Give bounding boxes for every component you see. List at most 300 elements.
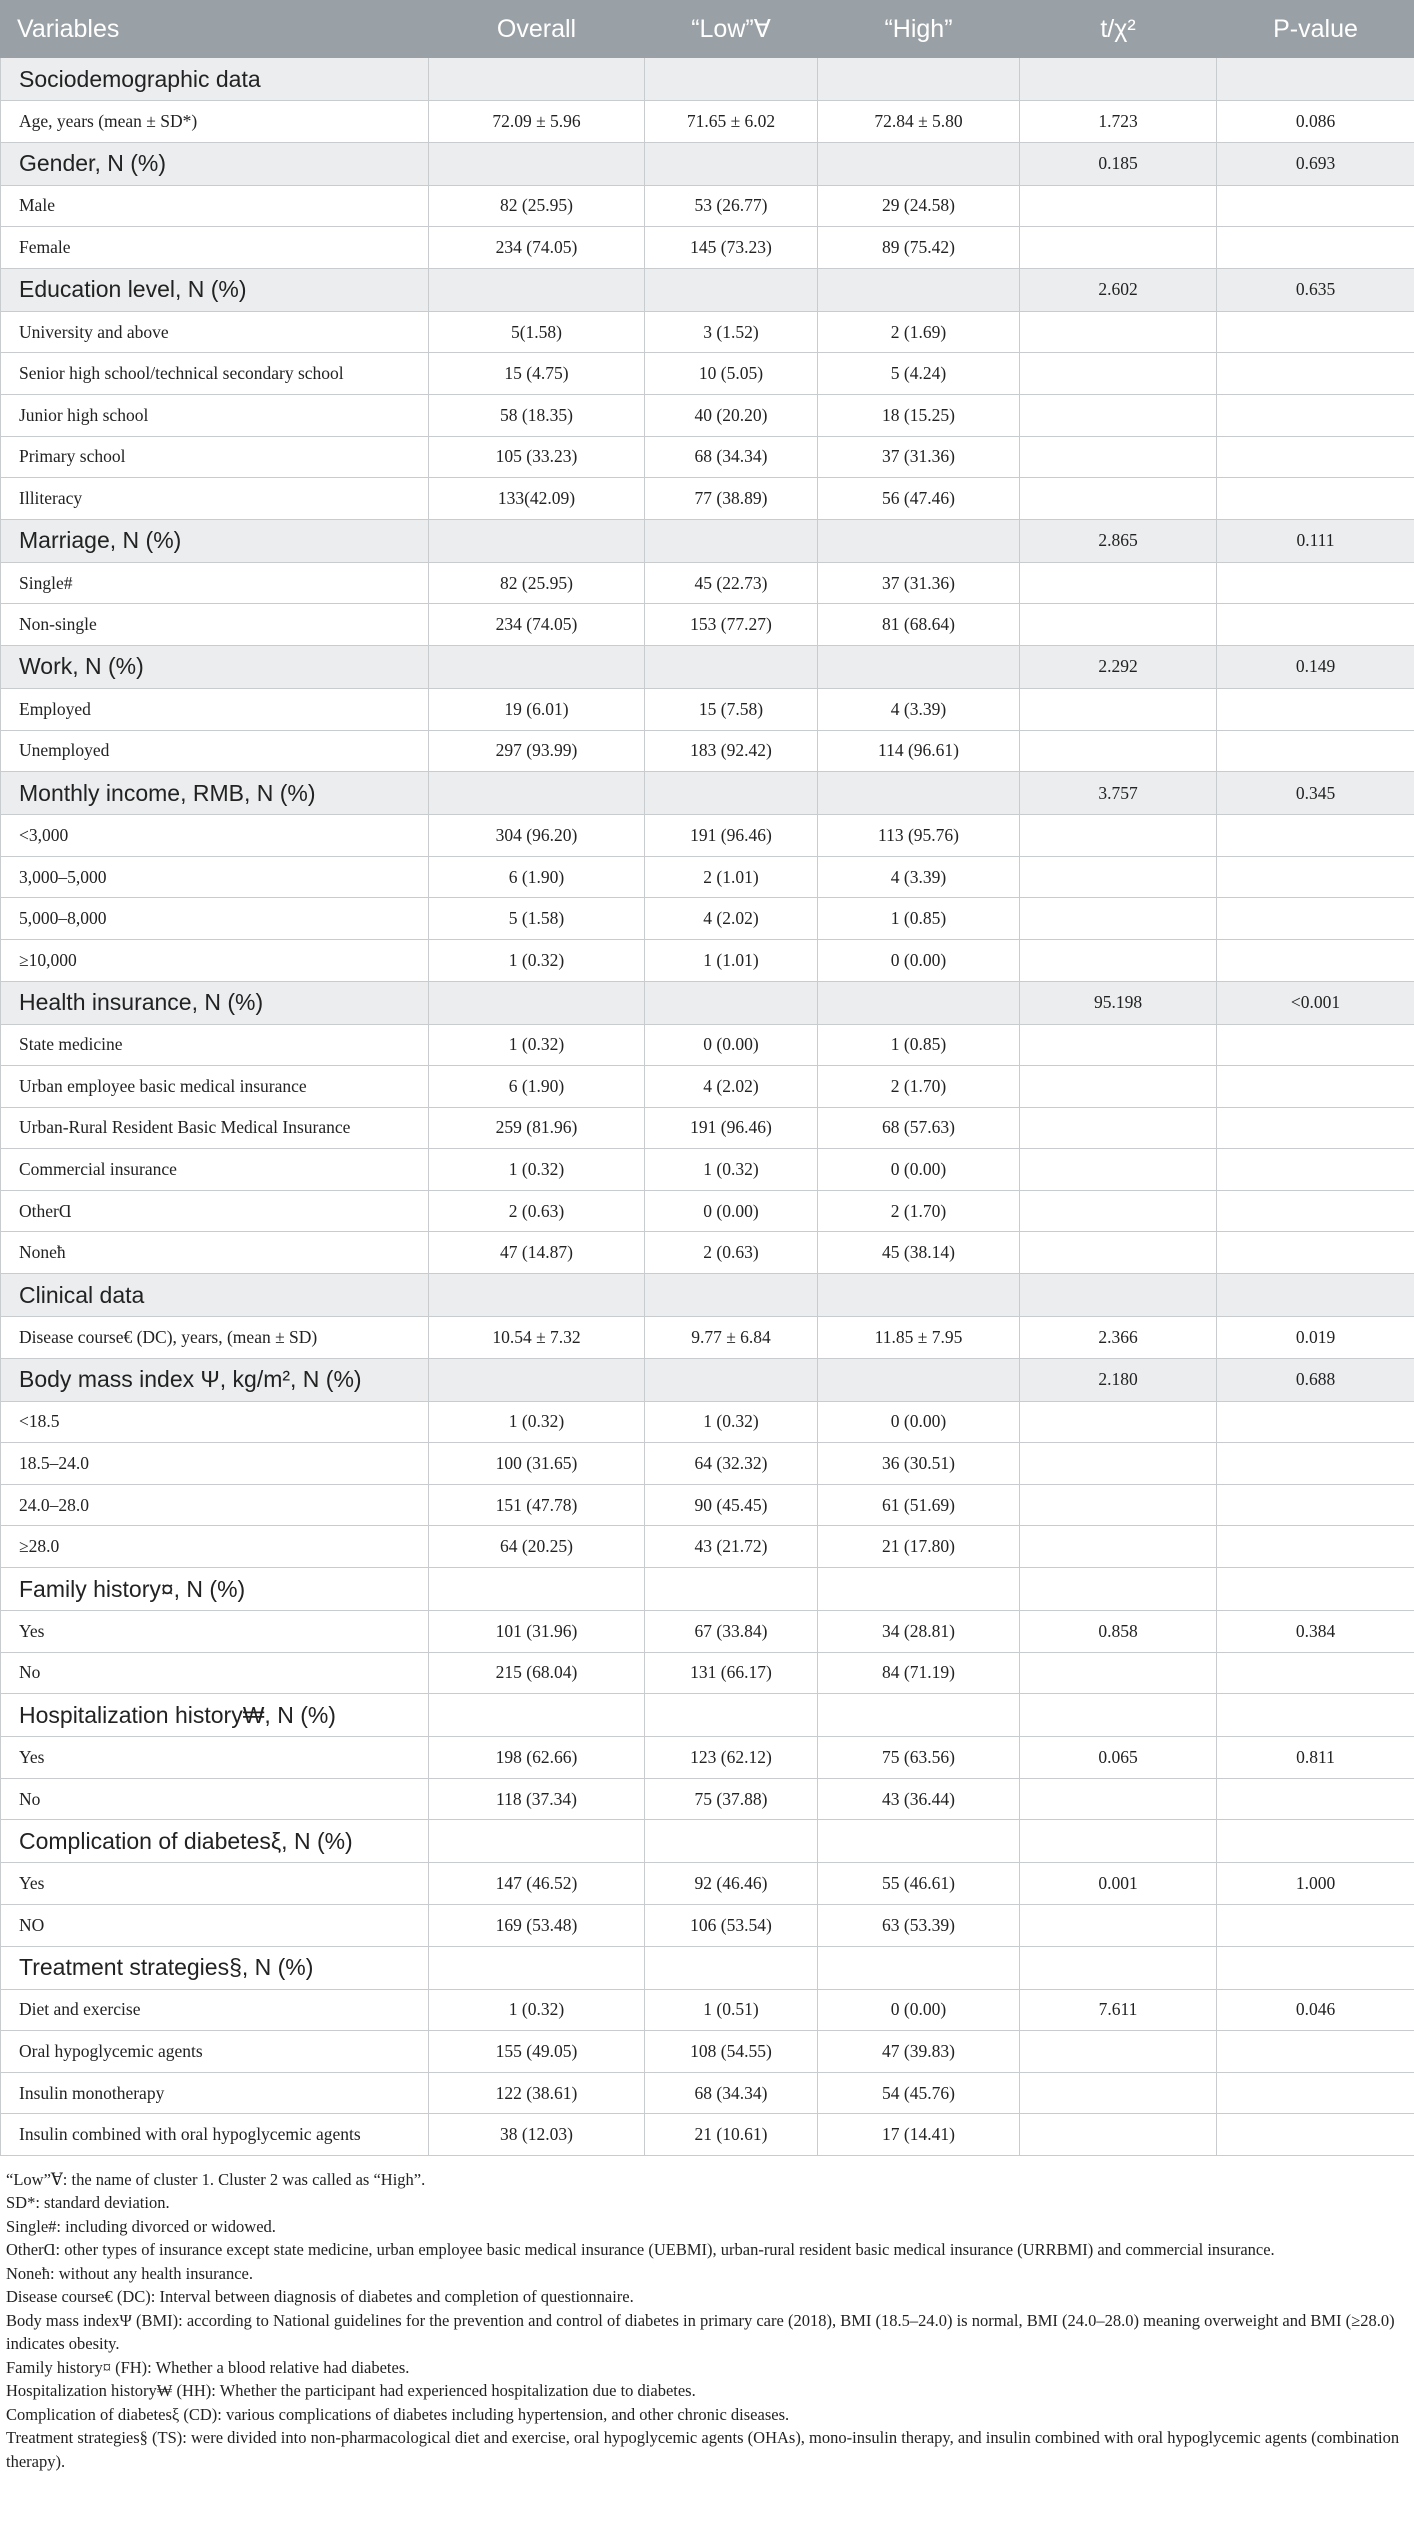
- table-cell: 15 (7.58): [645, 688, 818, 730]
- table-cell: [1020, 1190, 1217, 1232]
- table-cell: 64 (20.25): [429, 1526, 645, 1568]
- row-label: <18.5: [1, 1401, 429, 1443]
- table-cell: 0.384: [1217, 1611, 1414, 1653]
- table-cell: [1217, 1401, 1414, 1443]
- row-label: Junior high school: [1, 394, 429, 436]
- table-row: [1, 604, 1414, 646]
- table-cell: 2.602: [1020, 268, 1217, 311]
- table-cell: [1217, 58, 1414, 101]
- table-cell: [1020, 1443, 1217, 1485]
- row-label: Work, N (%): [1, 645, 429, 688]
- section-row: [1, 1820, 1414, 1863]
- table-cell: 118 (37.34): [429, 1778, 645, 1820]
- table-cell: 5 (1.58): [429, 898, 645, 940]
- table-cell: 0.001: [1020, 1863, 1217, 1905]
- row-label: Family history¤, N (%): [1, 1568, 429, 1611]
- table-cell: [645, 645, 818, 688]
- table-body: [1, 58, 1414, 2156]
- table-cell: 1 (0.85): [818, 1024, 1020, 1066]
- table-row: [1, 1863, 1414, 1905]
- table-cell: 169 (53.48): [429, 1905, 645, 1947]
- table-cell: [1020, 1401, 1217, 1443]
- table-cell: [1217, 562, 1414, 604]
- table-cell: [645, 268, 818, 311]
- section-row: [1, 58, 1414, 101]
- table-cell: 123 (62.12): [645, 1737, 818, 1779]
- row-label: No: [1, 1652, 429, 1694]
- row-label: Illiteracy: [1, 478, 429, 520]
- row-label: Commercial insurance: [1, 1149, 429, 1191]
- table-cell: 0.185: [1020, 142, 1217, 185]
- table-cell: 55 (46.61): [818, 1863, 1020, 1905]
- table-cell: 63 (53.39): [818, 1905, 1020, 1947]
- table-cell: 45 (38.14): [818, 1232, 1020, 1274]
- table-row: [1, 311, 1414, 353]
- table-row: [1, 185, 1414, 227]
- table-cell: 297 (93.99): [429, 730, 645, 772]
- table-cell: [1020, 562, 1217, 604]
- table-cell: 68 (34.34): [645, 436, 818, 478]
- table-cell: [1217, 1149, 1414, 1191]
- table-cell: [1020, 2031, 1217, 2073]
- table-cell: 133(42.09): [429, 478, 645, 520]
- table-row: [1, 856, 1414, 898]
- table-cell: 0.149: [1217, 645, 1414, 688]
- table-cell: [1020, 1484, 1217, 1526]
- table-cell: 77 (38.89): [645, 478, 818, 520]
- table-cell: [429, 58, 645, 101]
- table-cell: 4 (2.02): [645, 898, 818, 940]
- table-cell: [818, 645, 1020, 688]
- table-cell: 5 (4.24): [818, 353, 1020, 395]
- table-cell: 0.693: [1217, 142, 1414, 185]
- table-cell: [818, 58, 1020, 101]
- row-label: Education level, N (%): [1, 268, 429, 311]
- row-label: ≥28.0: [1, 1526, 429, 1568]
- table-cell: 21 (17.80): [818, 1526, 1020, 1568]
- table-cell: [1217, 815, 1414, 857]
- table-cell: [1020, 898, 1217, 940]
- table-cell: [1217, 1905, 1414, 1947]
- table-cell: 122 (38.61): [429, 2072, 645, 2114]
- row-label: Diet and exercise: [1, 1989, 429, 2031]
- table-cell: [645, 1820, 818, 1863]
- row-label: Clinical data: [1, 1274, 429, 1317]
- table-cell: [1217, 1274, 1414, 1317]
- section-row: [1, 645, 1414, 688]
- table-cell: 114 (96.61): [818, 730, 1020, 772]
- table-cell: 92 (46.46): [645, 1863, 818, 1905]
- section-row: [1, 1694, 1414, 1737]
- table-cell: 145 (73.23): [645, 227, 818, 269]
- table-cell: 37 (31.36): [818, 436, 1020, 478]
- table-cell: [1217, 394, 1414, 436]
- table-cell: 304 (96.20): [429, 815, 645, 857]
- table-cell: 0.858: [1020, 1611, 1217, 1653]
- table-cell: [1020, 856, 1217, 898]
- table-cell: 0 (0.00): [818, 1149, 1020, 1191]
- footnote: “Low”Ɐ: the name of cluster 1. Cluster 2 was called as “High”.: [6, 2169, 426, 2189]
- table-cell: [1217, 856, 1414, 898]
- table-cell: [1020, 58, 1217, 101]
- table-row: [1, 2114, 1414, 2156]
- table-cell: 2.366: [1020, 1317, 1217, 1359]
- table-cell: 2 (1.70): [818, 1066, 1020, 1108]
- table-cell: [1020, 1694, 1217, 1737]
- row-label: Yes: [1, 1611, 429, 1653]
- row-label: Insulin monotherapy: [1, 2072, 429, 2114]
- row-label: Gender, N (%): [1, 142, 429, 185]
- table-row: [1, 730, 1414, 772]
- table-cell: [818, 1358, 1020, 1401]
- table-cell: 234 (74.05): [429, 227, 645, 269]
- table-cell: 2 (1.70): [818, 1190, 1020, 1232]
- header-row: [1, 1, 1414, 58]
- table-cell: 47 (39.83): [818, 2031, 1020, 2073]
- table-cell: 191 (96.46): [645, 815, 818, 857]
- table-cell: [1020, 1778, 1217, 1820]
- row-label: Noneħ: [1, 1232, 429, 1274]
- table-cell: 4 (3.39): [818, 856, 1020, 898]
- table-cell: [429, 1946, 645, 1989]
- table-cell: [1020, 1652, 1217, 1694]
- table-cell: [429, 981, 645, 1024]
- table-cell: 105 (33.23): [429, 436, 645, 478]
- table-row: [1, 436, 1414, 478]
- table-cell: 1 (0.32): [645, 1401, 818, 1443]
- table-cell: 0.019: [1217, 1317, 1414, 1359]
- table-row: [1, 1611, 1414, 1653]
- table-cell: 198 (62.66): [429, 1737, 645, 1779]
- row-label: Treatment strategies§, N (%): [1, 1946, 429, 1989]
- table-cell: 19 (6.01): [429, 688, 645, 730]
- row-label: Insulin combined with oral hypoglycemic agents: [1, 2114, 429, 2156]
- table-cell: 106 (53.54): [645, 1905, 818, 1947]
- table-cell: 191 (96.46): [645, 1107, 818, 1149]
- row-label: Male: [1, 185, 429, 227]
- table-cell: [1020, 185, 1217, 227]
- table-cell: [1020, 353, 1217, 395]
- table-cell: 1 (0.32): [429, 1401, 645, 1443]
- table-cell: 0 (0.00): [818, 1401, 1020, 1443]
- table-cell: 5(1.58): [429, 311, 645, 353]
- footnote: SD*: standard deviation.: [6, 2193, 170, 2213]
- table-cell: <0.001: [1217, 981, 1414, 1024]
- table-cell: 215 (68.04): [429, 1652, 645, 1694]
- table-cell: [429, 1274, 645, 1317]
- table-cell: [1217, 1484, 1414, 1526]
- table-cell: 7.611: [1020, 1989, 1217, 2031]
- table-cell: [1217, 311, 1414, 353]
- table-cell: 0.065: [1020, 1737, 1217, 1779]
- row-label: Health insurance, N (%): [1, 981, 429, 1024]
- section-row: [1, 268, 1414, 311]
- table-cell: 54 (45.76): [818, 2072, 1020, 2114]
- table-row: [1, 101, 1414, 143]
- table-cell: [1020, 939, 1217, 981]
- table-cell: 2.180: [1020, 1358, 1217, 1401]
- table-cell: 6 (1.90): [429, 856, 645, 898]
- table-cell: 131 (66.17): [645, 1652, 818, 1694]
- row-label: Urban employee basic medical insurance: [1, 1066, 429, 1108]
- table-row: [1, 353, 1414, 395]
- table-cell: 3.757: [1020, 772, 1217, 815]
- table-cell: [818, 268, 1020, 311]
- table-cell: 1 (0.32): [429, 939, 645, 981]
- table-row: [1, 1066, 1414, 1108]
- footnote: Single#: including divorced or widowed.: [6, 2216, 276, 2236]
- row-label: 3,000–5,000: [1, 856, 429, 898]
- table-cell: 259 (81.96): [429, 1107, 645, 1149]
- table-cell: 147 (46.52): [429, 1863, 645, 1905]
- table-cell: [1217, 1024, 1414, 1066]
- table-cell: 75 (63.56): [818, 1737, 1020, 1779]
- table-cell: 11.85 ± 7.95: [818, 1317, 1020, 1359]
- row-label: Complication of diabetesξ, N (%): [1, 1820, 429, 1863]
- table-cell: 2.865: [1020, 519, 1217, 562]
- row-label: 18.5–24.0: [1, 1443, 429, 1485]
- table-cell: [1217, 185, 1414, 227]
- table-cell: 29 (24.58): [818, 185, 1020, 227]
- table-cell: 108 (54.55): [645, 2031, 818, 2073]
- table-cell: 68 (57.63): [818, 1107, 1020, 1149]
- table-cell: 1 (0.32): [645, 1149, 818, 1191]
- table-cell: 0.688: [1217, 1358, 1414, 1401]
- table-cell: 0.086: [1217, 101, 1414, 143]
- table-cell: [818, 1820, 1020, 1863]
- table-cell: 1 (0.51): [645, 1989, 818, 2031]
- table-cell: [818, 519, 1020, 562]
- table-row: [1, 1989, 1414, 2031]
- table-cell: [1217, 898, 1414, 940]
- table-cell: [1217, 227, 1414, 269]
- table-cell: [1020, 1568, 1217, 1611]
- table-cell: 9.77 ± 6.84: [645, 1317, 818, 1359]
- table-cell: [1217, 2072, 1414, 2114]
- table-cell: [645, 519, 818, 562]
- table-cell: [1217, 939, 1414, 981]
- table-cell: [429, 142, 645, 185]
- table-cell: 113 (95.76): [818, 815, 1020, 857]
- footnote: Body mass indexΨ (BMI): according to National guidelines for the prevention and control of diabetes in primary care (2018), BMI (18.5–24.0) is normal, BMI (24.0–28.0) meaning overweight and BMI (≥28.0) indicates obesity.: [6, 2310, 1395, 2354]
- table-cell: 0.811: [1217, 1737, 1414, 1779]
- table-row: [1, 1737, 1414, 1779]
- table-cell: 82 (25.95): [429, 562, 645, 604]
- section-row: [1, 1358, 1414, 1401]
- table-cell: 72.09 ± 5.96: [429, 101, 645, 143]
- table-cell: [1020, 311, 1217, 353]
- table-cell: [1217, 2114, 1414, 2156]
- table-cell: 10 (5.05): [645, 353, 818, 395]
- table-cell: 43 (36.44): [818, 1778, 1020, 1820]
- table-cell: 153 (77.27): [645, 604, 818, 646]
- row-label: Urban-Rural Resident Basic Medical Insurance: [1, 1107, 429, 1149]
- table-cell: 1 (0.32): [429, 1149, 645, 1191]
- table-cell: 2 (0.63): [645, 1232, 818, 1274]
- table-row: [1, 688, 1414, 730]
- table-cell: 1.723: [1020, 101, 1217, 143]
- table-cell: [429, 1694, 645, 1737]
- table-cell: 2.292: [1020, 645, 1217, 688]
- table-cell: [1020, 688, 1217, 730]
- table-row: [1, 1526, 1414, 1568]
- table-cell: [1217, 436, 1414, 478]
- table-cell: 47 (14.87): [429, 1232, 645, 1274]
- table-row: [1, 562, 1414, 604]
- table-cell: 10.54 ± 7.32: [429, 1317, 645, 1359]
- header-p-value: P-value: [1217, 1, 1414, 58]
- table-cell: 0.111: [1217, 519, 1414, 562]
- table-cell: [1217, 353, 1414, 395]
- table-cell: 68 (34.34): [645, 2072, 818, 2114]
- table-row: [1, 2072, 1414, 2114]
- table-cell: 72.84 ± 5.80: [818, 101, 1020, 143]
- table-cell: [429, 645, 645, 688]
- row-label: <3,000: [1, 815, 429, 857]
- table-cell: 6 (1.90): [429, 1066, 645, 1108]
- table-cell: [818, 1694, 1020, 1737]
- footnote: Treatment strategies§ (TS): were divided into non-pharmacological diet and exercise, oral hypoglycemic agents (OHAs), mono-insulin therapy, and insulin combined with oral hypoglycemic agents (combination therapy).: [6, 2428, 1400, 2471]
- table-cell: [1217, 730, 1414, 772]
- table-cell: 0.345: [1217, 772, 1414, 815]
- table-row: [1, 1778, 1414, 1820]
- row-label: OtherⱭ: [1, 1190, 429, 1232]
- table-cell: 81 (68.64): [818, 604, 1020, 646]
- table-cell: 4 (2.02): [645, 1066, 818, 1108]
- table-cell: [1217, 1443, 1414, 1485]
- table-cell: [1020, 1526, 1217, 1568]
- row-label: Female: [1, 227, 429, 269]
- table-cell: [429, 268, 645, 311]
- row-label: Unemployed: [1, 730, 429, 772]
- table-cell: 2 (0.63): [429, 1190, 645, 1232]
- table-cell: 36 (30.51): [818, 1443, 1020, 1485]
- table-cell: [1020, 478, 1217, 520]
- table-cell: [645, 981, 818, 1024]
- table-cell: [429, 519, 645, 562]
- table-cell: [645, 1358, 818, 1401]
- table-cell: [1217, 1694, 1414, 1737]
- table-row: [1, 1905, 1414, 1947]
- table-cell: [1020, 730, 1217, 772]
- table-row: [1, 1317, 1414, 1359]
- table-cell: 0 (0.00): [818, 939, 1020, 981]
- table-row: [1, 394, 1414, 436]
- table-cell: [429, 772, 645, 815]
- table-row: [1, 1652, 1414, 1694]
- table-cell: 95.198: [1020, 981, 1217, 1024]
- table-cell: 1 (0.32): [429, 1989, 645, 2031]
- table-row: [1, 1107, 1414, 1149]
- row-label: Sociodemographic data: [1, 58, 429, 101]
- table-row: [1, 815, 1414, 857]
- table-cell: [1217, 478, 1414, 520]
- table-cell: [1217, 1190, 1414, 1232]
- footnote: Disease course€ (DC): Interval between diagnosis of diabetes and completion of questionnaire.: [6, 2287, 634, 2307]
- table-cell: [1217, 1107, 1414, 1149]
- table-row: [1, 939, 1414, 981]
- table-cell: [818, 981, 1020, 1024]
- table-cell: 18 (15.25): [818, 394, 1020, 436]
- table-cell: 183 (92.42): [645, 730, 818, 772]
- table-row: [1, 1401, 1414, 1443]
- table-cell: 75 (37.88): [645, 1778, 818, 1820]
- table-cell: [818, 1274, 1020, 1317]
- table-row: [1, 1232, 1414, 1274]
- footnote: OtherⱭ: other types of insurance except state medicine, urban employee basic medical insurance (UEBMI), urban-rural resident basic medical insurance (URRBMI) and commercial insurance.: [6, 2240, 1275, 2260]
- row-label: Hospitalization history₩, N (%): [1, 1694, 429, 1737]
- table-cell: 4 (3.39): [818, 688, 1020, 730]
- table-cell: [429, 1568, 645, 1611]
- table-cell: 21 (10.61): [645, 2114, 818, 2156]
- table-cell: 89 (75.42): [818, 227, 1020, 269]
- table-cell: [1020, 1107, 1217, 1149]
- table-cell: 0.046: [1217, 1989, 1414, 2031]
- table-cell: [1217, 2031, 1414, 2073]
- table-cell: [645, 142, 818, 185]
- table-cell: [429, 1820, 645, 1863]
- table-cell: [1217, 1946, 1414, 1989]
- table-cell: [1217, 1526, 1414, 1568]
- table-cell: [1020, 227, 1217, 269]
- table-cell: [1217, 1066, 1414, 1108]
- table-cell: 40 (20.20): [645, 394, 818, 436]
- table-cell: 56 (47.46): [818, 478, 1020, 520]
- table-cell: 155 (49.05): [429, 2031, 645, 2073]
- row-label: No: [1, 1778, 429, 1820]
- table-cell: 1 (0.85): [818, 898, 1020, 940]
- table-cell: [818, 772, 1020, 815]
- table-cell: [645, 772, 818, 815]
- table-cell: 101 (31.96): [429, 1611, 645, 1653]
- section-row: [1, 981, 1414, 1024]
- row-label: Oral hypoglycemic agents: [1, 2031, 429, 2073]
- row-label: Single#: [1, 562, 429, 604]
- table-cell: 84 (71.19): [818, 1652, 1020, 1694]
- table-cell: 0 (0.00): [645, 1190, 818, 1232]
- table-cell: 1.000: [1217, 1863, 1414, 1905]
- table-cell: 2 (1.01): [645, 856, 818, 898]
- table-cell: [818, 1946, 1020, 1989]
- row-label: State medicine: [1, 1024, 429, 1066]
- table-cell: [645, 1946, 818, 1989]
- table-cell: 43 (21.72): [645, 1526, 818, 1568]
- table-cell: [1020, 1149, 1217, 1191]
- row-label: NO: [1, 1905, 429, 1947]
- table-cell: [1020, 2072, 1217, 2114]
- row-label: Yes: [1, 1863, 429, 1905]
- table-cell: [1020, 1946, 1217, 1989]
- table-cell: [1217, 1232, 1414, 1274]
- table-cell: 38 (12.03): [429, 2114, 645, 2156]
- table-cell: [1217, 1652, 1414, 1694]
- section-row: [1, 519, 1414, 562]
- row-label: Disease course€ (DC), years, (mean ± SD): [1, 1317, 429, 1359]
- table-cell: 45 (22.73): [645, 562, 818, 604]
- table-cell: 71.65 ± 6.02: [645, 101, 818, 143]
- table-cell: 3 (1.52): [645, 311, 818, 353]
- table-cell: 234 (74.05): [429, 604, 645, 646]
- row-label: ≥10,000: [1, 939, 429, 981]
- table-cell: 64 (32.32): [645, 1443, 818, 1485]
- row-label: Primary school: [1, 436, 429, 478]
- footnote: Noneħ: without any health insurance.: [6, 2263, 253, 2283]
- section-row: [1, 142, 1414, 185]
- row-label: 5,000–8,000: [1, 898, 429, 940]
- row-label: Yes: [1, 1737, 429, 1779]
- table-cell: [1020, 815, 1217, 857]
- footnote: Hospitalization history₩ (HH): Whether the participant had experienced hospitalization due to diabetes.: [6, 2381, 696, 2401]
